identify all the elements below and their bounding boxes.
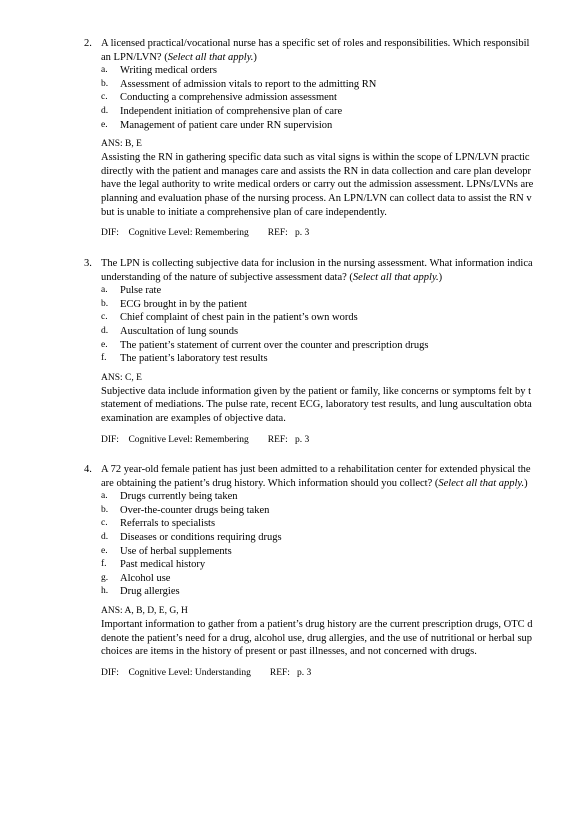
option-h: h. Drug allergies	[101, 586, 180, 598]
rationale-line: choices are items in the history of present or past illnesses, and not concerned with drugs.	[101, 646, 477, 658]
rationale	[84, 618, 578, 659]
stem-line: A 72 year-old female patient has just been admitted to a rehabilitation center for extended physical the	[101, 464, 531, 475]
option-list	[84, 490, 578, 599]
question-number: 2.	[84, 38, 92, 49]
option-c: c. Referrals to specialists	[101, 518, 216, 530]
stem-line-last: are obtaining the patient’s drug history. Which information should you collect? (Select all that apply.)	[101, 477, 528, 489]
option-e: e. Management of patient care under RN supervision	[101, 119, 333, 131]
option-e: e. Use of herbal supplements	[101, 545, 232, 557]
difficulty-reference: DIF: Cognitive Level: Remembering REF: p. 3	[101, 434, 310, 445]
stem-line-last: an LPN/LVN? (Select all that apply.)	[101, 51, 257, 63]
question-3	[84, 257, 578, 447]
option-b: b. Assessment of admission vitals to report to the admitting RN	[101, 78, 377, 90]
stem-line-last: understanding of the nature of subjective assessment data? (Select all that apply.)	[101, 271, 443, 283]
option-a: a. Pulse rate	[101, 285, 162, 297]
answer-key: ANS: B, E	[101, 139, 142, 150]
question-4	[84, 463, 578, 680]
rationale	[84, 151, 578, 219]
option-f: f. Past medical history	[101, 559, 206, 571]
answer-key: ANS: A, B, D, E, G, H	[101, 605, 188, 616]
option-list	[84, 64, 578, 132]
question-number: 3.	[84, 258, 92, 269]
rationale-line: Assisting the RN in gathering specific data such as vital signs is within the scope of LPN/LVN practic	[101, 152, 530, 164]
option-e: e. The patient’s statement of current over the counter and prescription drugs	[101, 339, 429, 351]
rationale-line: have the legal authority to write medical orders or carry out the admission assessment. LPNs/LVNs are	[101, 179, 534, 191]
option-list	[84, 284, 578, 366]
question-stem	[84, 463, 578, 490]
question-stem	[84, 257, 578, 284]
stem-line: A licensed practical/vocational nurse has a specific set of roles and responsibilities. Which responsibil	[101, 38, 530, 49]
rationale-line: statement of mediations. The pulse rate, recent ECG, laboratory test results, and lung auscultation obta	[101, 399, 532, 411]
rationale-line: Subjective data include information given by the patient or family, like concerns or symptoms felt by t	[101, 385, 532, 397]
option-c: c. Chief complaint of chest pain in the patient’s own words	[101, 312, 358, 324]
difficulty-reference: DIF: Cognitive Level: Remembering REF: p. 3	[101, 228, 310, 239]
rationale-line: denote the patient’s need for a drug, alcohol use, drug allergies, and the use of nutritional or herbal sup	[101, 632, 533, 644]
rationale-line: Important information to gather from a patient’s drug history are the current prescription drugs, OTC d	[101, 618, 533, 630]
option-g: g. Alcohol use	[101, 572, 171, 584]
option-d: d. Diseases or conditions requiring drugs	[101, 531, 282, 543]
question-number: 4.	[84, 464, 92, 475]
rationale-line: directly with the patient and manages care and assists the RN in data collection and care plan developr	[101, 165, 532, 177]
rationale-line: but is unable to initiate a comprehensive plan of care independently.	[101, 206, 387, 218]
question-stem	[84, 37, 578, 64]
option-b: b. ECG brought in by the patient	[101, 298, 247, 310]
difficulty-reference: DIF: Cognitive Level: Understanding REF: p. 3	[101, 667, 312, 678]
question-2	[84, 37, 578, 240]
rationale-line: examination are examples of objective data.	[101, 412, 286, 424]
rationale-line: planning and evaluation phase of the nursing process. An LPN/LVN can collect data to assist the RN v	[101, 192, 532, 204]
rationale	[84, 385, 578, 426]
answer-key: ANS: C, E	[101, 372, 142, 383]
option-c: c. Conducting a comprehensive admission assessment	[101, 92, 337, 104]
option-a: a. Drugs currently being taken	[101, 491, 238, 503]
option-d: d. Independent initiation of comprehensive plan of care	[101, 105, 343, 117]
option-d: d. Auscultation of lung sounds	[101, 325, 239, 337]
option-f: f. The patient’s laboratory test results	[101, 353, 268, 365]
stem-line: The LPN is collecting subjective data for inclusion in the nursing assessment. What information indica	[101, 258, 533, 269]
option-a: a. Writing medical orders	[101, 65, 217, 77]
option-b: b. Over-the-counter drugs being taken	[101, 504, 270, 516]
